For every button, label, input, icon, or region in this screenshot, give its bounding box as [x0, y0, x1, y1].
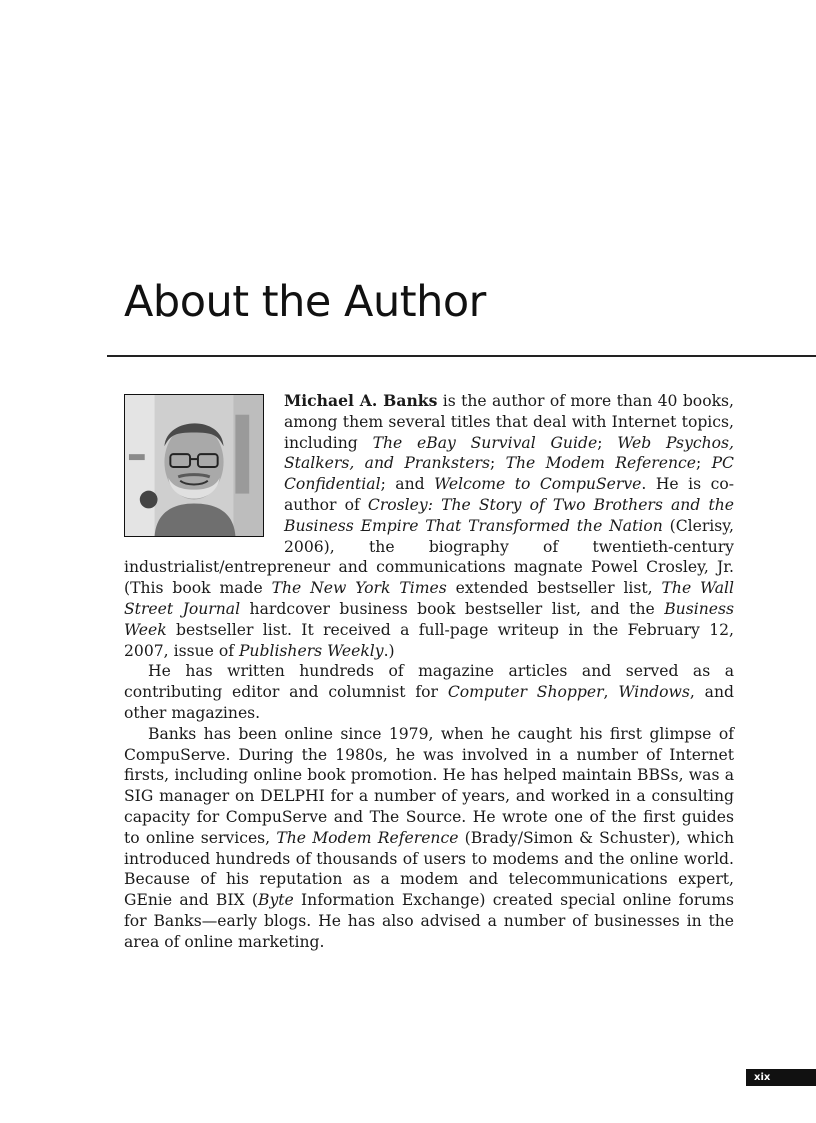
para1-segment-4: ; — [490, 454, 506, 473]
para1-segment-7: PC Confidential — [284, 454, 734, 494]
para1-segment-1: The eBay Survival Guide — [372, 433, 598, 452]
para1-segment-13: The New York Times — [271, 579, 447, 598]
para2-segment-0: He has written hundreds of magazine articles and served as a contributing editor and columnist for — [124, 662, 734, 702]
page-number-tab: xix — [746, 1069, 816, 1086]
para1-segment-11: Crosley: The Story of Two Brothers and the Business Empire That Transformed the Nation — [284, 495, 734, 535]
para1-segment-12: (Clerisy, 2006), the biography of twentieth-century industrialist/entrepreneur and communications magnate Powel Crosley, Jr. (This book made — [124, 516, 734, 598]
author-bio — [124, 391, 734, 953]
title-rule — [107, 355, 816, 357]
para2-segment-1: Computer Shopper — [447, 683, 604, 702]
para1-segment-0: is the author of more than 40 books, among them several titles that deal with Internet topics, including — [284, 392, 734, 452]
para1-segment-18: bestseller list. It received a full-page writeup in the February 12, 2007, issue of — [124, 620, 734, 660]
para1-segment-20: .) — [383, 641, 395, 660]
para1-segment-8: ; and — [380, 475, 435, 494]
author-photo — [124, 394, 264, 537]
author-portrait-image — [125, 395, 263, 536]
para1-segment-15: The Wall Street Journal — [124, 579, 734, 618]
para1-segment-17: Business Week — [124, 599, 734, 639]
bio-paragraph-2 — [124, 661, 734, 723]
para3-segment-0: Banks has been online since 1979, when he caught his first glimpse of CompuServe. During the 1980s, he was involved in a number of Internet firsts, including online book promotion. He has helped maintain BBSs, was a SIG manager on DELPHI for a number of years, and worked in a consulting capacity for CompuServe and The Source. He wrote one of the first guides to online services, — [124, 724, 734, 847]
para3-segment-2: (Brady/Simon & Schuster), which introduced hundreds of thousands of users to modems and the online world. Because of his reputation as a modem and telecommunications expert, GEnie and BIX ( — [124, 828, 734, 910]
para1-segment-3: Web Psychos, Stalkers, and Pranksters — [284, 433, 734, 473]
para2-segment-3: Windows — [618, 683, 690, 702]
para1-segment-16: hardcover business book bestseller list, and the — [240, 599, 665, 618]
para2-segment-4: , and other magazines. — [124, 683, 734, 722]
para1-segment-9: Welcome to CompuServe — [434, 475, 642, 494]
author-name: Michael A. Banks — [284, 391, 438, 410]
para2-segment-2: , — [603, 683, 619, 702]
para1-segment-2: ; — [597, 433, 618, 452]
para1-segment-6: ; — [695, 454, 712, 473]
bio-paragraph-3 — [124, 724, 734, 953]
para1-segment-14: extended bestseller list, — [446, 579, 662, 598]
page-title: About the Author — [124, 277, 486, 327]
para1-segment-5: The Modem Reference — [505, 454, 696, 473]
para3-segment-1: The Modem Reference — [276, 828, 459, 847]
para3-segment-3: Byte — [258, 891, 294, 910]
para1-segment-10: . He is co-author of — [284, 475, 734, 514]
para1-segment-19: Publishers Weekly — [238, 641, 384, 660]
para3-segment-4: Information Exchange) created special online forums for Banks—early blogs. He has also advised a number of businesses in the area of online marketing. — [124, 891, 734, 951]
